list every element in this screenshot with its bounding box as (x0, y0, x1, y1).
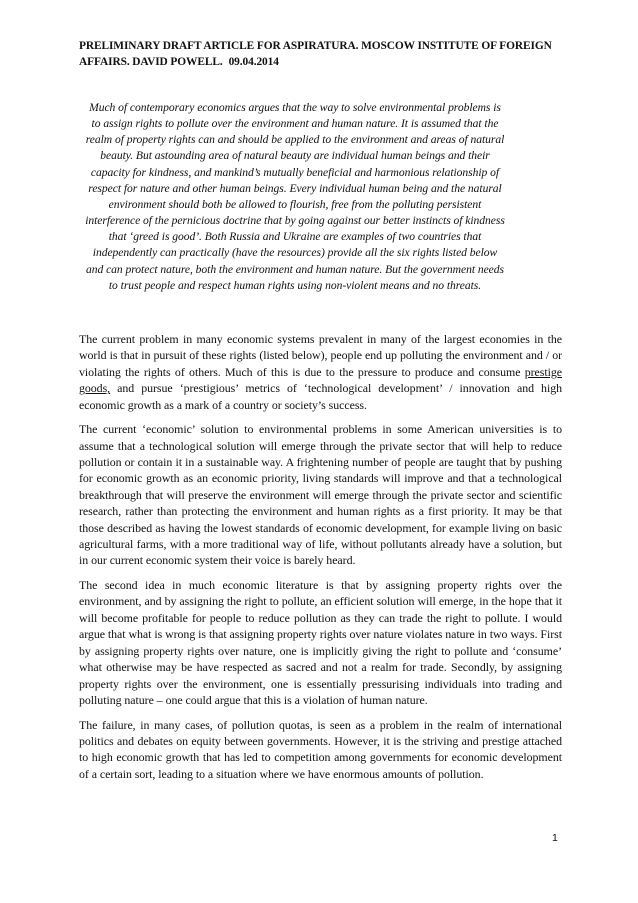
body-paragraph-1 (79, 331, 562, 413)
paragraph-1-text-a: The current problem in many economic systems prevalent in many of the largest economies in the world is that in pursuit of these rights (listed below), people end up polluting the environment and / or violating the rights of others. Much of this is due to the pressure to produce and consume (79, 332, 562, 379)
body-paragraph-4: The failure, in many cases, of pollution quotas, is seen as a problem in the realm of international politics and debates on equity between governments. However, it is the striving and prestige attached to high economic growth that has led to competition among governments for economic development of a certain sort, leading to a situation where we have enormous amounts of pollution. (79, 717, 562, 781)
article-body (79, 331, 562, 790)
header-title-line1: PRELIMINARY DRAFT ARTICLE FOR ASPIRATURA. MOSCOW INSTITUTE OF FOREIGN (79, 40, 552, 52)
body-paragraph-2: The current ‘economic’ solution to environmental problems in some American universities is to assume that a technological solution will emerge through the private sector that will help to reduce pollution or contain it in a sustainable way. A frightening number of people are taught that by pushing for economic growth as an economic priority, living standards will improve and that a technological breakthrough that will preserve the environment will emerge through the private sector and scientific research, rather than protecting the environment and human rights as a first priority. It may be that those described as having the lowest standards of economic development, for example living on basic agricultural farms, with a more traditional way of life, without pollutants already have a solution, but in our current economic system their voice is barely heard. (79, 422, 562, 568)
body-paragraph-3: The second idea in much economic literature is that by assigning property rights over the environment, and by assigning the right to pollute, an efficient solution will emerge, in the hope that it will become profitable for people to reduce pollution as they can trade the right to pollute. I would argue that what is wrong is that assigning property rights over nature violates nature in two ways. First by assigning property rights over nature, one is implicitly giving the right to pollute and ‘consume’ what otherwise may be have respected as sacred and not a realm for trade. Secondly, by assigning property rights over the environment, one is essentially pressurising individuals into trading and polluting nature – one could argue that this is a violation of human nature. (79, 578, 562, 707)
page-number: 1 (552, 832, 558, 844)
paragraph-1-text-b: and pursue ‘prestigious’ metrics of ‘technological development’ / innovation and high economic growth as a mark of a country or society’s success. (79, 381, 562, 412)
document-header (79, 38, 563, 70)
header-date: 09.04.2014 (228, 56, 279, 68)
header-title-line2 (79, 54, 563, 70)
abstract-paragraph: Much of contemporary economics argues that the way to solve environmental problems is to assign rights to pollute over the environment and human nature. It is assumed that the realm of property rights can and should be applied to the environment and areas of natural beauty. But astounding area of natural beauty are individual human beings and their capacity for kindness, and mankind’s mutually beneficial and harmonious relationship of respect for nature and other human beings. Every individual human being and the natural environment should both be allowed to flourish, free from the polluting persistent interference of the pernicious doctrine that by going against our better instincts of kindness that ‘greed is good’. Both Russia and Ukraine are examples of two countries that independently can practically (have the resources) provide all the six rights listed below and can protect nature, both the environment and human nature. But the government needs to trust people and respect human rights using non-violent means and no threats. (85, 101, 505, 292)
prestige-goods-link[interactable]: prestige goods, (79, 364, 562, 396)
header-author: AFFAIRS. DAVID POWELL. (79, 56, 223, 68)
